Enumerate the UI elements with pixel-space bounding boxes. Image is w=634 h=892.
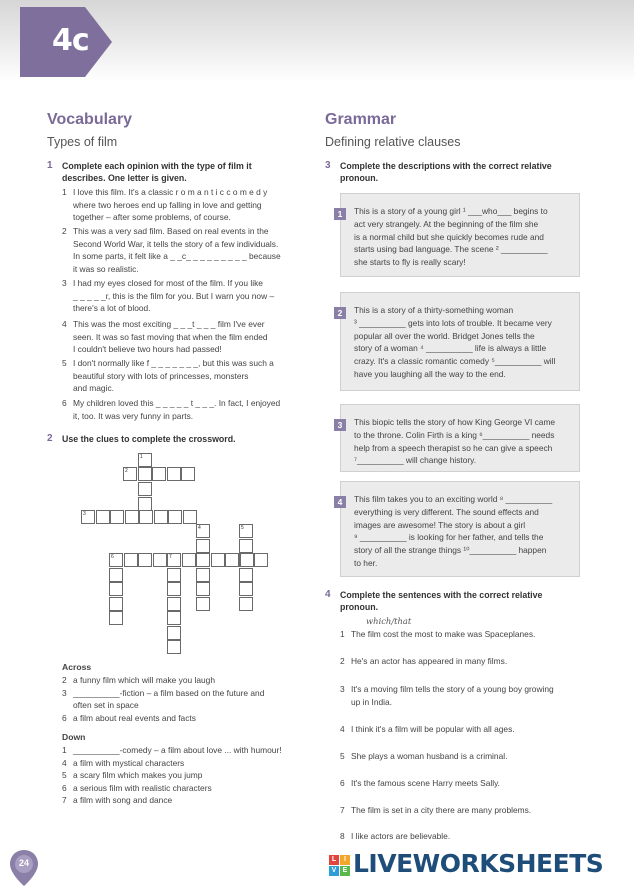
clue-number: 7 [62,795,67,805]
sentence-text: The film cost the most to make was Spaceplanes. [351,629,536,639]
handwritten-answer: which/that [366,616,412,626]
vocab-item-number: 3 [62,278,67,288]
clue-text: a film about real events and facts [73,712,196,723]
crossword-clue-number: 2 [125,468,128,474]
vocab-item-line: it, too. It was very funny in parts. [73,410,194,421]
vocab-item-number: 1 [62,187,67,197]
sentence-text: It's a moving film tells the story of a young boy growing [351,684,554,694]
clue-number: 3 [62,687,67,698]
description-line: This biopic tells the story of how King George VI came [354,417,556,427]
description-line: ⁷__________ will change history. [354,455,477,466]
crossword-cell[interactable] [167,553,181,567]
crossword-cell[interactable] [109,582,123,596]
description-box-number: 3 [334,419,346,431]
crossword-cell[interactable] [138,482,152,496]
vocab-item-line: My children loved this _ _ _ _ _ t _ _ _. In fact, I enjoyed [73,398,281,408]
grammar-subtitle: Defining relative clauses [325,135,461,149]
logo-tile-i: I [340,855,350,865]
crossword-clue-number: 5 [241,525,244,531]
crossword-cell[interactable] [109,597,123,611]
vocab-item-line: I don't normally like f _ _ _ _ _ _ _, but this was such a [73,358,274,368]
description-box-text [354,304,564,381]
crossword-cell[interactable] [138,467,152,481]
vocab-item-number: 4 [62,319,67,329]
sentence-number: 5 [340,751,345,761]
crossword-cell[interactable] [239,568,253,582]
vocab-item-line: where two heroes end up falling in love and getting [73,199,262,210]
description-line: This is a story of a young girl ¹ ___who___ begins to [354,206,548,216]
clue-text: a funny film which will make you laugh [73,675,215,685]
crossword-cell[interactable] [109,553,123,567]
vocab-item-line: I had my eyes closed for most of the film. If you like [73,278,263,288]
across-heading: Across [62,662,92,672]
sentence-text: It's the famous scene Harry meets Sally. [351,778,500,788]
crossword-cell[interactable] [167,568,181,582]
description-line: This is a story of a thirty-something woman [354,305,514,315]
vocab-item-line: Second World War, it tells the story of a few individuals. [73,238,279,249]
crossword-cell[interactable] [225,553,239,567]
vocab-item-number: 6 [62,398,67,408]
description-box [337,481,580,577]
crossword-clue-number: 1 [140,454,143,460]
crossword-cell[interactable] [167,611,181,625]
description-line: story of a woman ⁴ __________ life is always a little [354,343,547,354]
vocab-item-line: beautiful story with lots of princesses, monsters [73,370,249,381]
description-line: to her. [354,557,378,568]
crossword-clue-number: 3 [83,511,86,517]
page-number: 24 [18,858,29,868]
logo-tile-e: E [340,866,350,876]
description-line: have you laughing all the way to the end. [354,368,506,379]
crossword-cell[interactable] [153,553,167,567]
crossword-cell[interactable] [123,467,137,481]
crossword-cell[interactable] [211,553,225,567]
crossword-clue-number: 6 [111,554,114,560]
vocab-item-line: In some parts, it felt like a _ _c_ _ _ _ _ _ _ _ _ because [73,251,281,261]
crossword-cell[interactable] [109,568,123,582]
exercise-4-instruction: Complete the sentences with the correct relative pronoun. [340,590,543,612]
exercise-1-number: 1 [47,160,53,171]
clue-text: a film with mystical characters [73,757,185,768]
description-box-number: 2 [334,307,346,319]
description-line: act very strangely. At the beginning of the film she [354,218,539,229]
crossword-cell[interactable] [183,510,197,524]
vocab-item-line: seen. It was so fast moving that when the film ended [73,331,268,342]
exercise-2-number: 2 [47,433,53,444]
sentence-number: 4 [340,724,345,734]
description-box [337,404,580,472]
description-line: story of all the strange things ¹⁰__________ happen [354,545,547,556]
crossword-cell[interactable] [239,539,253,553]
vocab-item-number: 5 [62,358,67,368]
description-box-text [354,493,564,570]
sentence-text: The film is set in a city there are many problems. [351,805,532,815]
description-line: This film takes you to an exciting world ⁸ __________ [354,494,553,504]
clue-number: 6 [62,782,67,793]
description-line: everything is very different. The sound effects and [354,506,539,517]
crossword-cell[interactable] [124,553,138,567]
crossword-cell[interactable] [168,510,182,524]
description-line: crazy. It's a classic romantic comedy ⁵__________ will [354,356,556,367]
crossword-cell[interactable] [138,497,152,511]
crossword-cell[interactable] [81,510,95,524]
crossword-cell[interactable] [196,553,210,567]
crossword-cell[interactable] [96,510,110,524]
sentence-number: 7 [340,805,345,815]
description-box-text [354,205,564,269]
crossword-cell[interactable] [239,524,253,538]
clue-number: 4 [62,757,67,768]
crossword-cell[interactable] [239,582,253,596]
crossword-cell[interactable] [240,553,254,567]
clue-text: a film with song and dance [73,795,173,805]
sentence-text: I think it's a film will be popular with all ages. [351,724,515,734]
crossword-cell[interactable] [196,597,210,611]
clue-number: 6 [62,712,67,723]
vocab-item-line: This was a very sad film. Based on real events in the [73,226,269,236]
crossword-cell[interactable] [138,453,152,467]
description-line: help from a speech therapist so he can give a speech [354,442,553,453]
crossword-cell[interactable] [167,597,181,611]
exercise-1-instruction: Complete each opinion with the type of film it describes. One letter is given. [62,161,252,183]
crossword-cell[interactable] [139,510,153,524]
sentence-text: She plays a woman husband is a criminal. [351,751,508,761]
crossword-cell[interactable] [167,640,181,654]
exercise-4-number: 4 [325,589,331,600]
description-line: is a normal child but she quickly becomes rude and [354,231,544,242]
clue-number: 2 [62,675,67,685]
crossword-cell[interactable] [152,467,166,481]
description-box [337,193,580,277]
clue-number: 5 [62,770,67,780]
crossword-cell[interactable] [167,626,181,640]
crossword-cell[interactable] [125,510,139,524]
vocab-item-line: together – after some problems, of course. [73,212,231,222]
description-line: images are awesome! The story is about a girl [354,519,526,530]
grammar-title: Grammar [325,111,397,128]
crossword-cell[interactable] [154,510,168,524]
vocab-item-line: I couldn't believe two hours had passed! [73,344,222,354]
crossword-clue-number: 4 [198,525,201,531]
description-line: ⁹ __________ is looking for her father, and tells the [354,532,544,543]
clue-text: __________-comedy – a film about love ... with humour! [73,745,282,755]
exercise-2-instruction: Use the clues to complete the crossword. [62,434,236,444]
exercise-3-instruction: Complete the descriptions with the correct relative pronoun. [340,161,552,183]
clue-text: __________-fiction – a film based on the future and [73,687,265,698]
description-line: ³ __________ gets into lots of trouble. It became very [354,317,552,328]
unit-badge: 4c [52,23,89,58]
vocab-item-line: and magic. [73,383,114,393]
crossword-cell[interactable] [196,582,210,596]
sentence-number: 3 [340,684,345,694]
vocabulary-title: Vocabulary [47,111,133,128]
description-box-text [354,416,564,467]
crossword-cell[interactable] [196,524,210,538]
crossword-cell[interactable] [182,553,196,567]
clue-number: 1 [62,745,67,755]
vocab-item-line: I love this film. It's a classic r o m a n t i c c o m e d y [73,187,268,197]
sentence-number: 2 [340,656,345,666]
vocab-item-line: there's a lot of blood. [73,303,151,313]
sentence-number: 1 [340,629,345,639]
description-box-number: 4 [334,496,346,508]
clue-text: a scary film which makes you jump [73,770,203,780]
description-line: she starts to fly is really scary! [354,257,466,268]
crossword-cell[interactable] [239,597,253,611]
crossword-cell[interactable] [167,582,181,596]
vocabulary-subtitle: Types of film [47,135,118,149]
sentence-number: 6 [340,778,345,788]
sentence-number: 8 [340,831,345,841]
vocab-item-line: it was so realistic. [73,263,139,274]
crossword-cell[interactable] [181,467,195,481]
clue-text: often set in space [73,700,139,710]
sentence-text: He's an actor has appeared in many films. [351,656,508,666]
description-line: popular all over the world. Bridget Jones tells the [354,330,535,341]
sentence-text: up in India. [351,697,392,707]
crossword-clue-number: 7 [169,554,172,560]
description-line: starts using bad language. The scene ² __________ [354,244,548,255]
crossword-cell[interactable] [110,510,124,524]
exercise-3-number: 3 [325,160,331,171]
description-box-number: 1 [334,208,346,220]
liveworksheets-logo: LIVEWORKSHEETS [353,849,604,878]
clue-text: a serious film with realistic characters [73,782,212,793]
crossword-cell[interactable] [196,568,210,582]
sentence-text: I like actors are believable. [351,831,451,841]
crossword-cell[interactable] [196,539,210,553]
crossword-cell[interactable] [254,553,268,567]
vocab-item-line: _ _ _ _ _r, this is the film for you. But I warn you now – [73,290,275,301]
logo-tile-v: V [329,866,339,876]
crossword-cell[interactable] [138,553,152,567]
description-box [337,292,580,391]
vocab-item-number: 2 [62,226,67,236]
description-line: to the throne. Colin Firth is a king ⁶__________ needs [354,429,555,440]
crossword-cell[interactable] [109,611,123,625]
down-heading: Down [62,732,86,742]
crossword-cell[interactable] [167,467,181,481]
logo-tile-l: L [329,855,339,865]
vocab-item-line: This was the most exciting _ _ _t _ _ _ film I've ever [73,319,265,329]
